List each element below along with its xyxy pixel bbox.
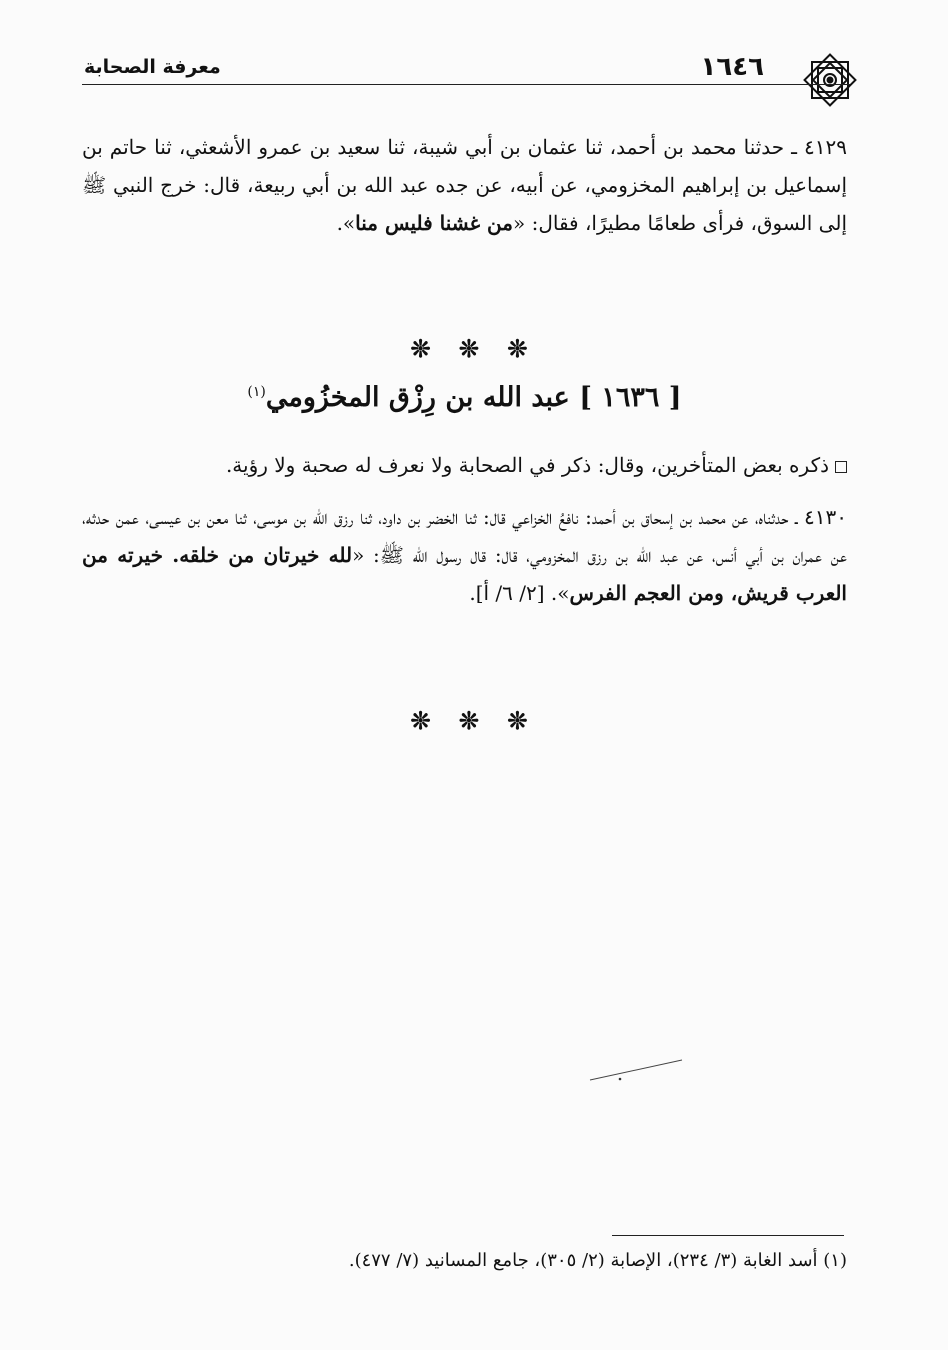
hadith-tail: ». [٢/ ٦/ أ]. (469, 581, 570, 605)
hadith-paragraph-4130 (82, 498, 847, 612)
hadith-quote: لله خيرتان من خلقه. خيرته من العرب قريش، ومن العجم الفرس (82, 543, 847, 605)
hadith-text: ٤١٣٠ ـ حدثناه، عن محمد بن إسحاق بن أحمد: نافعُ الخزاعي قال: ثنا الخضر بن داود، ثنا رزق الله بن موسى، ثنا معن بن عيسى، عمن حدثه، عن عمران بن أبي أنس، عن عبد الله بن رزق المخزومي، قال: قال رسول الله ﷺ: « (82, 505, 847, 567)
entry-number: [ ١٦٣٦ ] (579, 382, 682, 413)
header-rule (82, 84, 850, 85)
square-bullet-icon (835, 461, 847, 473)
footnote: (١) أسد الغابة (٣/ ٢٣٤)، الإصابة (٢/ ٣٠٥)، جامع المسانيد (٧/ ٤٧٧). (348, 1250, 847, 1271)
entry-name: عبد الله بن رِزْق المخزُومي (265, 382, 570, 413)
entry-note (82, 448, 847, 482)
footnote-marker: (١) (247, 384, 266, 400)
hadith-tail: ». (336, 211, 356, 235)
running-title: معرفة الصحابة (84, 56, 221, 78)
page-header (80, 44, 850, 84)
section-separator: ❊ ❊ ❊ (410, 334, 538, 363)
section-separator: ❊ ❊ ❊ (410, 706, 538, 735)
page-number: ١٦٤٦ (700, 52, 764, 82)
hadith-paragraph-4129 (82, 128, 847, 242)
star-ornament-icon (798, 48, 862, 112)
footnote-rule (612, 1235, 844, 1236)
note-text: ذكره بعض المتأخرين، وقال: ذكر في الصحابة ولا نعرف له صحبة ولا رؤية. (225, 453, 829, 477)
entry-heading (82, 382, 847, 413)
hadith-text: ٤١٢٩ ـ حدثنا محمد بن أحمد، ثنا عثمان بن أبي شيبة، ثنا سعيد بن عمرو الأشعثي، ثنا حاتم بن إسماعيل بن إبراهيم المخزومي، عن أبيه، عن جده عبد الله بن أبي ربيعة، قال: خرج النبي ﷺ إلى السوق، فرأى طعامًا مطيرًا، فقال: « (82, 135, 847, 235)
pen-mark (588, 1056, 684, 1086)
hadith-quote: من غشنا فليس منا (355, 211, 513, 235)
